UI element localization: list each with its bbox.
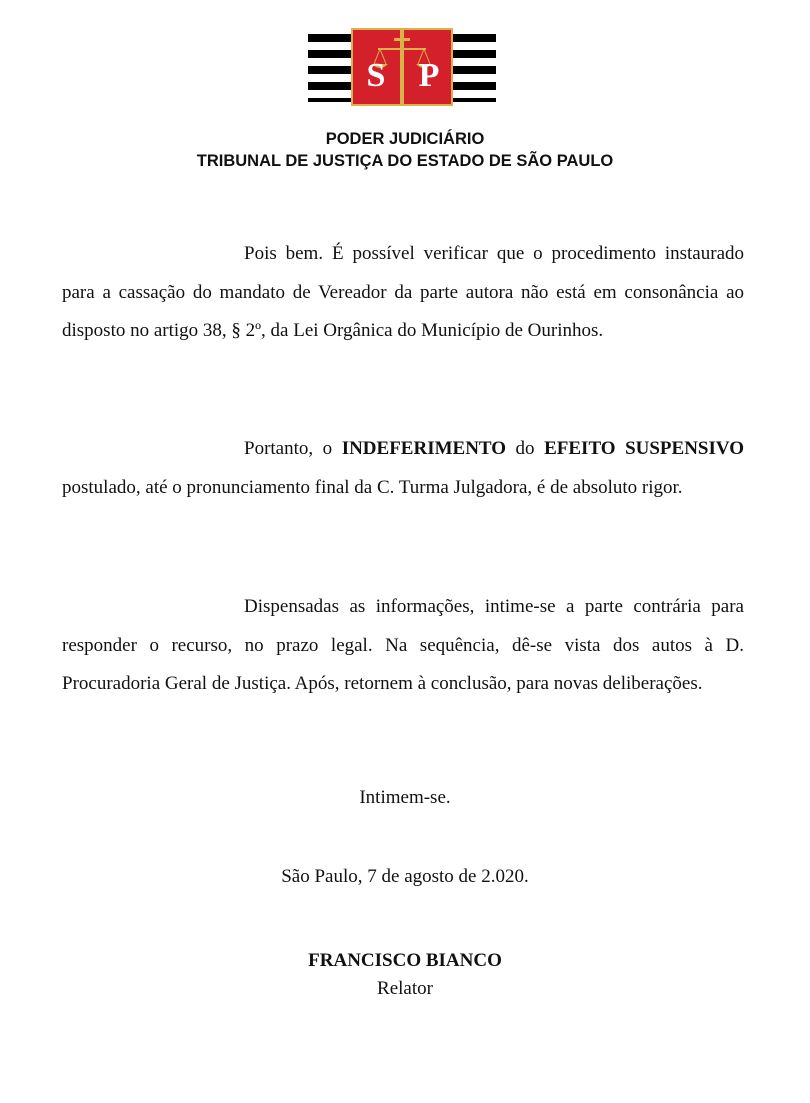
header-line-2: TRIBUNAL DE JUSTIÇA DO ESTADO DE SÃO PAULO xyxy=(196,152,614,170)
header xyxy=(0,128,810,172)
tjsp-seal-logo xyxy=(308,16,496,116)
paragraph-3 xyxy=(62,588,744,704)
paragraph-2-text xyxy=(62,430,744,507)
date-line: São Paulo, 7 de agosto de 2.020. xyxy=(281,866,529,887)
paragraph-3-text: Dispensadas as informações, intime-se a parte contrária para responder o recurso, no prazo legal. Na sequência, dê-se vista dos autos à D. Procuradoria Geral de Justiça. Após, retornem à conclusão, para novas deliberações. xyxy=(62,596,744,694)
signer-name: FRANCISCO BIANCO xyxy=(308,950,502,971)
p2-part-e: postulado, até o pronunciamento final da C. Turma Julgadora, é de absoluto rigor. xyxy=(62,476,683,498)
paragraph-2 xyxy=(62,430,744,507)
p2-part-a: Portanto, o xyxy=(244,438,342,459)
seal-letter-s: S xyxy=(366,57,386,94)
intimem-se: Intimem-se. xyxy=(359,787,451,808)
p2-efeito-suspensivo: EFEITO SUSPENSIVO xyxy=(544,438,745,459)
paragraph-1-text: Pois bem. É possível verificar que o procedimento instaurado para a cassação do mandato de Vereador da parte autora não está em consonância ao disposto no artigo 38, § 2º, da Lei Orgânica do Município de Ourinhos. xyxy=(62,243,744,341)
p2-part-c: do xyxy=(506,438,545,459)
header-line-1: PODER JUDICIÁRIO xyxy=(325,130,485,148)
seal-letter-p: P xyxy=(418,57,440,94)
paragraph-1 xyxy=(62,235,744,351)
p2-indeferimento: INDEFERIMENTO xyxy=(341,438,507,459)
signer-role: Relator xyxy=(377,978,433,999)
